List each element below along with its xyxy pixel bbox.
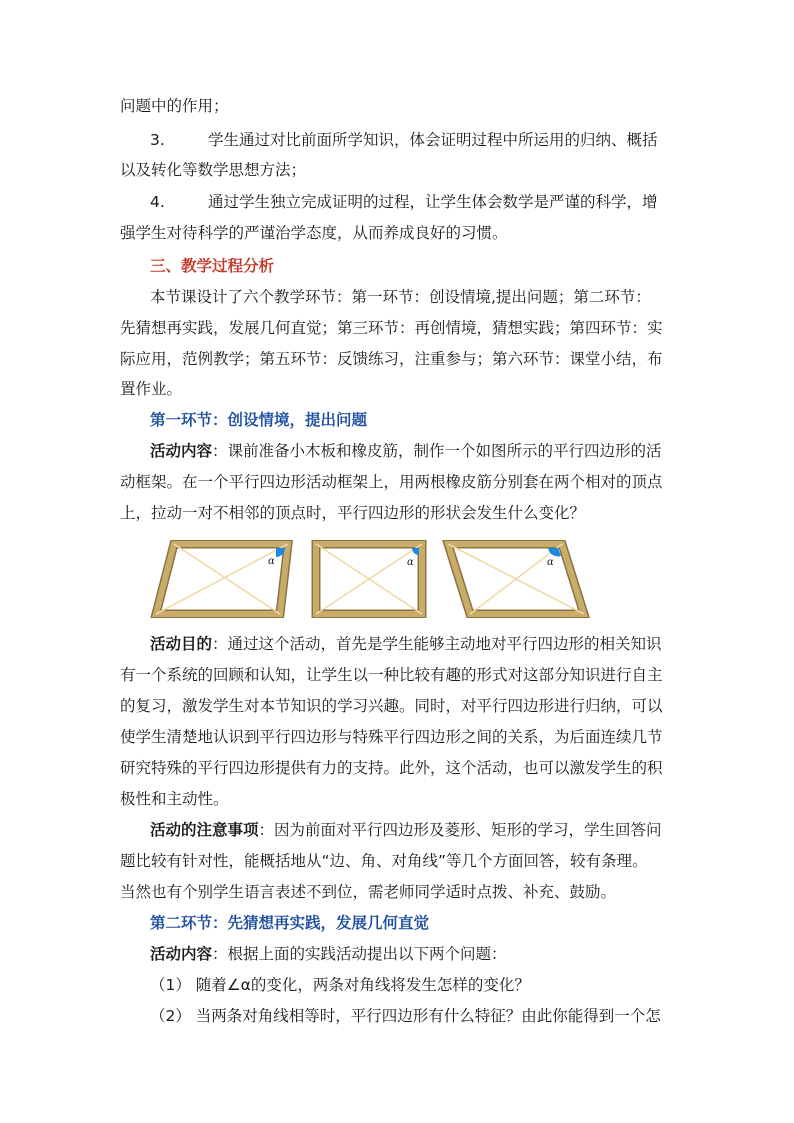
paragraph-line: 本节课设计了六个教学环节：第一环节：创设情境,提出问题；第二环节：	[150, 288, 651, 306]
paragraph-line: 际应用，范例教学；第五环节：反馈练习，注重参与；第六环节：课堂小结，布	[120, 350, 663, 368]
list-text: 学生通过对比前面所学知识，体会证明过程中所运用的归纳、概括	[208, 131, 658, 149]
list-number: 4.	[150, 193, 165, 211]
paragraph-line: 当然也有个别学生语言表述不到位，需老师同学适时点拨、补充、鼓励。	[120, 883, 617, 901]
frames-svg	[150, 540, 590, 618]
list-item-3	[150, 130, 658, 150]
paragraph-line	[150, 944, 507, 964]
paragraph-line: 上，拉动一对不相邻的顶点时，平行四边形的形状会发生什么变化？	[120, 504, 586, 522]
step-heading: 第二环节：先猜想再实践，发展几何直觉	[150, 914, 430, 932]
paragraph-text: ：课前准备小木板和橡皮筋，制作一个如图所示的平行四边形的活	[212, 442, 662, 460]
angle-label: α	[268, 556, 275, 567]
step-heading: 第一环节：创设情境，提出问题	[150, 411, 368, 429]
paragraph-line	[150, 441, 662, 461]
paragraph-line: 题比较有针对性，能概括地从“边、角、对角线”等几个方面回答，较有条理。	[120, 852, 648, 870]
paragraph-line: 强学生对待科学的严谨治学态度，从而养成良好的习惯。	[120, 224, 508, 242]
list-text: 通过学生独立完成证明的过程，让学生体会数学是严谨的科学，增	[208, 193, 658, 211]
angle-mark	[412, 548, 419, 555]
paragraph-line: 极性和主动性。	[120, 790, 229, 808]
question-item-1: （1） 随着∠α的变化，两条对角线将发生怎样的变化？	[150, 976, 530, 994]
paragraph-line	[150, 820, 662, 840]
label-activity-content: 活动内容	[150, 442, 213, 460]
paragraph-line	[150, 634, 662, 654]
paragraph-line: 问题中的作用；	[120, 97, 229, 115]
angle-label: α	[407, 557, 414, 568]
frame-slanted-left	[156, 544, 288, 614]
paragraph-text: ：根据上面的实践活动提出以下两个问题：	[212, 945, 507, 963]
section-heading: 三、教学过程分析	[150, 257, 275, 275]
paragraph-line: 研究特殊的平行四边形提供有力的支持。此外，这个活动，也可以激发学生的积	[120, 759, 663, 777]
frame-rectangle	[316, 544, 422, 614]
paragraph-line: 动框架。在一个平行四边形活动框架上，用两根橡皮筋分别套在两个相对的顶点	[120, 473, 663, 491]
paragraph-line: 置作业。	[120, 380, 183, 398]
paragraph-text: ：因为前面对平行四边形及菱形、矩形的学习，学生回答问	[258, 821, 662, 839]
paragraph-line: 的复习，激发学生对本节知识的学习兴趣。同时，对平行四边形进行归纳，可以	[120, 697, 663, 715]
paragraph-text: ：通过这个活动，首先是学生能够主动地对平行四边形的相关知识	[212, 635, 662, 653]
label-activity-content: 活动内容	[150, 945, 213, 963]
paragraph-line: 先猜想再实践，发展几何直觉；第三环节：再创情境，猜想实践；第四环节：实	[120, 319, 663, 337]
parallelogram-frames-figure	[150, 540, 590, 618]
label-activity-notes: 活动的注意事项	[150, 821, 259, 839]
list-item-4	[150, 192, 658, 212]
paragraph-line: 有一个系统的回顾和认知，让学生以一种比较有趣的形式对这部分知识进行自主	[120, 666, 663, 684]
frame-slanted-right	[448, 544, 584, 614]
paragraph-line: 使学生清楚地认识到平行四边形与特殊平行四边形之间的关系，为后面连续几节	[120, 728, 663, 746]
question-item-2: （2） 当两条对角线相等时，平行四边形有什么特征？由此你能得到一个怎	[150, 1007, 661, 1025]
list-number: 3.	[150, 131, 165, 149]
label-activity-goal: 活动目的	[150, 635, 213, 653]
angle-label: α	[547, 557, 554, 568]
paragraph-line: 以及转化等数学思想方法；	[120, 161, 307, 179]
